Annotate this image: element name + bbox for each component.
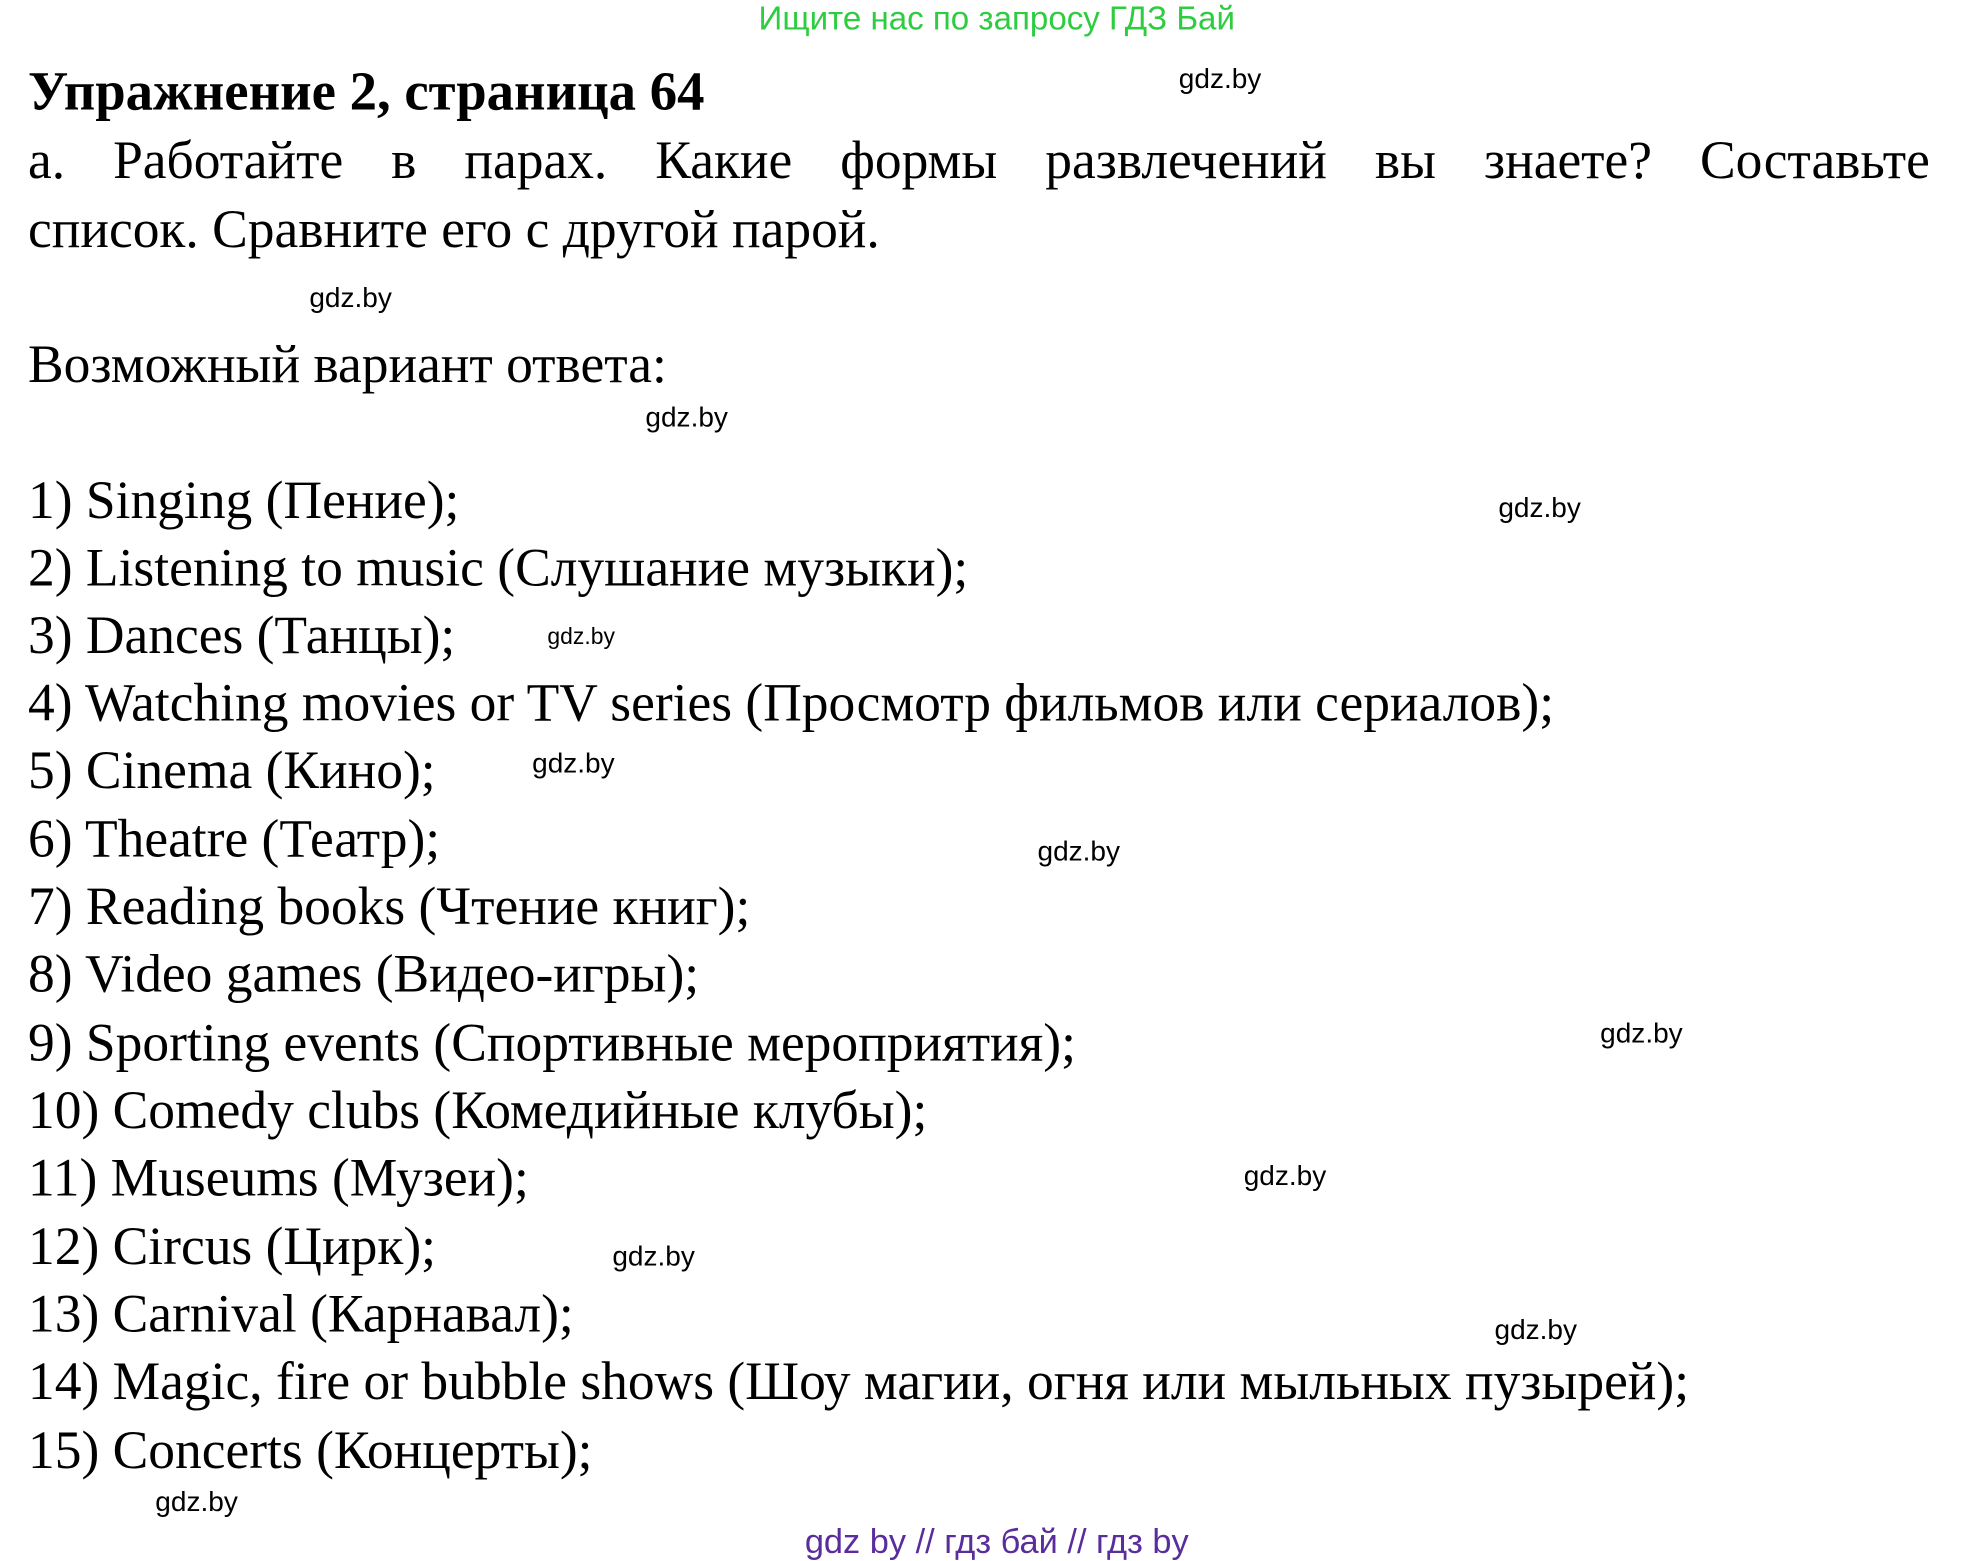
watermark: gdz.by bbox=[1243, 1159, 1327, 1192]
footer-links[interactable]: gdz by // гдз бай // гдз by bbox=[804, 1522, 1189, 1561]
watermark: gdz.by bbox=[1037, 835, 1121, 867]
list-item: 14) Magic, fire or bubble shows (Шоу магии, огня или мыльных пузырей); bbox=[28, 1353, 1690, 1412]
list-item: 1) Singing (Пение); bbox=[28, 472, 460, 531]
watermark: gdz.by bbox=[532, 747, 615, 780]
list-item: 11) Museums (Музеи); bbox=[28, 1149, 529, 1209]
watermark: gdz.by bbox=[155, 1485, 238, 1518]
watermark: gdz.by bbox=[1178, 62, 1262, 95]
watermark: gdz.by bbox=[309, 281, 392, 314]
list-item: 6) Theatre (Театр); bbox=[28, 810, 441, 870]
list-item: 9) Sporting events (Спортивные мероприятия); bbox=[28, 1014, 1076, 1074]
search-banner: Ищите нас по запросу ГДЗ Бай bbox=[758, 0, 1235, 37]
list-item: 2) Listening to music (Слушание музыки); bbox=[28, 539, 969, 599]
answer-label: Возможный вариант ответа: bbox=[28, 336, 667, 395]
task-text-line-2: список. Сравните его с другой парой. bbox=[28, 201, 880, 260]
watermark: gdz.by bbox=[1600, 1017, 1683, 1049]
watermark: gdz.by bbox=[547, 623, 615, 650]
watermark: gdz.by bbox=[645, 400, 728, 433]
list-item: 8) Video games (Видео-игры); bbox=[28, 945, 700, 1005]
list-item: 12) Circus (Цирк); bbox=[28, 1218, 437, 1277]
list-item: 7) Reading books (Чтение книг); bbox=[28, 878, 751, 937]
list-item: 5) Cinema (Кино); bbox=[28, 742, 436, 801]
watermark: gdz.by bbox=[1498, 491, 1581, 524]
task-text-line-1: а. Работайте в парах. Какие формы развлечений вы знаете? Составьте bbox=[28, 132, 1930, 191]
watermark: gdz.by bbox=[612, 1239, 695, 1272]
page-title: Упражнение 2, страница 64 bbox=[28, 62, 705, 123]
list-item: 4) Watching movies or TV series (Просмотр фильмов или сериалов); bbox=[28, 674, 1555, 734]
list-item: 15) Concerts (Концерты); bbox=[28, 1421, 593, 1481]
list-item: 3) Dances (Танцы); bbox=[28, 607, 456, 666]
list-item: 10) Comedy clubs (Комедийные клубы); bbox=[28, 1082, 928, 1141]
watermark: gdz.by bbox=[1494, 1313, 1578, 1346]
list-item: 13) Carnival (Карнавал); bbox=[28, 1285, 574, 1345]
